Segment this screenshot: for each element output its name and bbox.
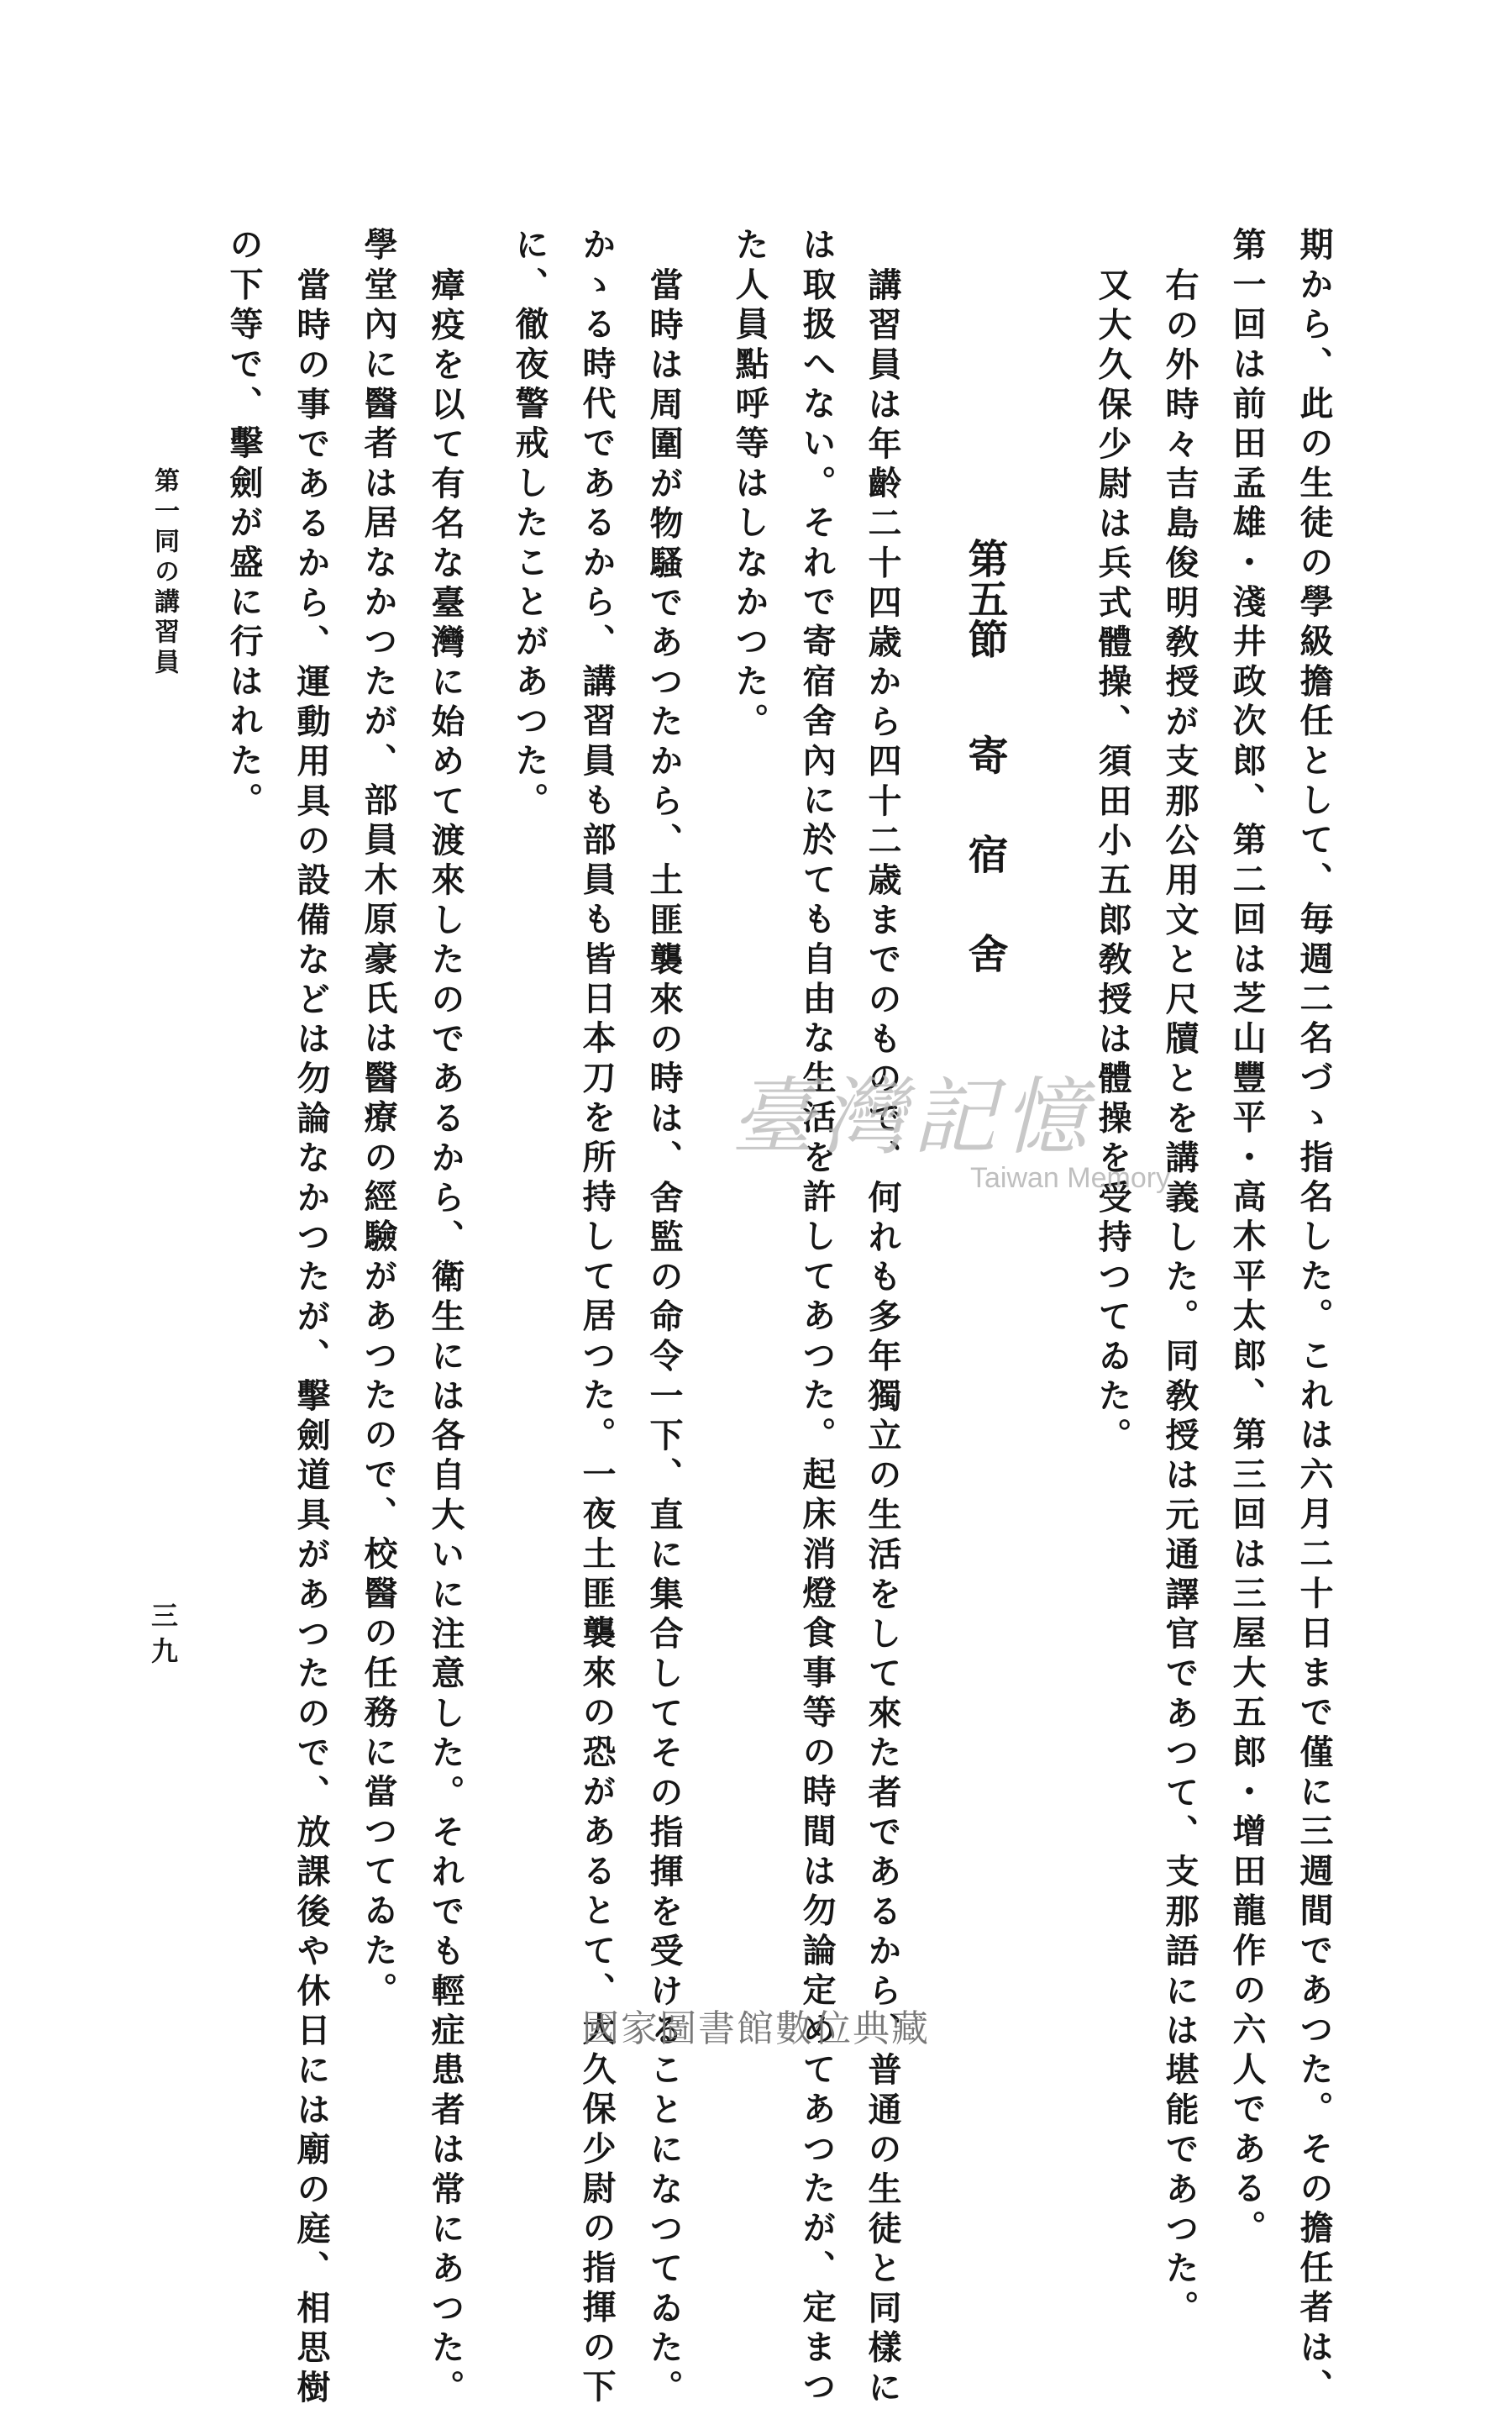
section-number: 第五節 — [961, 538, 1008, 659]
section-title-char-3: 舍 — [961, 933, 1008, 973]
text-column-2: 第一回は前田孟雄・淺井政次郎、第二回は芝山豐平・高木平太郎、第三回は三屋大五郎・增田龍作の六人である。 — [1227, 227, 1267, 2250]
text-column-13: 當時の事であるから、運動用具の設備などは勿論なかつたが、擊劍道具があつたので、放課後や休日には廟の庭、相思樹 — [291, 267, 331, 2409]
section-title-char-1: 寄 — [961, 734, 1008, 775]
text-column-10: に、徹夜警戒したことがあつた。 — [510, 227, 549, 822]
text-column-12: 學堂內に醫者は居なかつたが、部員木原豪氏は醫療の經驗があつたので、校醫の任務に當つてゐた。 — [359, 227, 398, 2012]
running-head: 第一同の講習員 — [150, 467, 179, 679]
footer-caption: 國家圖書館數位典藏 — [582, 2007, 930, 2050]
watermark-sub: Taiwan Memory — [970, 1162, 1171, 1194]
text-column-14: の下等で、擊劍が盛に行はれた。 — [224, 227, 264, 822]
page-number: 三九 — [147, 1602, 179, 1672]
text-column-1: 期から、此の生徒の學級擔任として、毎週二名づゝ指名した。これは六月二十日まで僅に三週間であつた。その擔任者は、 — [1294, 227, 1334, 2408]
text-column-8: 當時は周圍が物騷であつたから、土匪襲來の時は、舍監の命令一下、直に集合してその指揮を受けることになつてゐた。 — [644, 267, 684, 2409]
text-column-6: は取扱へない。それで寄宿舍內に於ても自由な生活を許してあつた。起床消燈食事等の時間は勿論定めてあつたが、定まつ — [797, 227, 837, 2408]
text-column-7: た人員點呼等はしなかつた。 — [730, 227, 769, 743]
watermark-logo — [731, 1068, 1171, 1194]
text-column-11: 瘴疫を以て有名な臺灣に始めて渡來したのであるから、衛生には各自大いに注意した。それでも輕症患者は常にあつた。 — [426, 267, 465, 2409]
text-column-5: 講習員は年齡二十四歳から四十二歳までのもので、何れも多年獨立の生活をして來た者であるから、普通の生徒と同樣に — [863, 267, 902, 2409]
text-column-9: かゝる時代であるから、講習員も部員も皆日本刀を所持して居つた。一夜土匪襲來の恐があるとて、大久保少尉の指揮の下 — [577, 227, 617, 2408]
text-column-4: 又大久保少尉は兵式體操、須田小五郎敎授は體操を受持つてゐた。 — [1093, 267, 1132, 1457]
section-title-char-2: 宿 — [961, 834, 1008, 874]
text-column-3: 右の外時々吉島俊明敎授が支那公用文と尺牘とを講義した。同敎授は元通譯官であつて、支那語には堪能であつた。 — [1160, 267, 1200, 2330]
watermark-main: 臺灣記憶 — [731, 1068, 1094, 1166]
section-heading — [961, 538, 1008, 973]
